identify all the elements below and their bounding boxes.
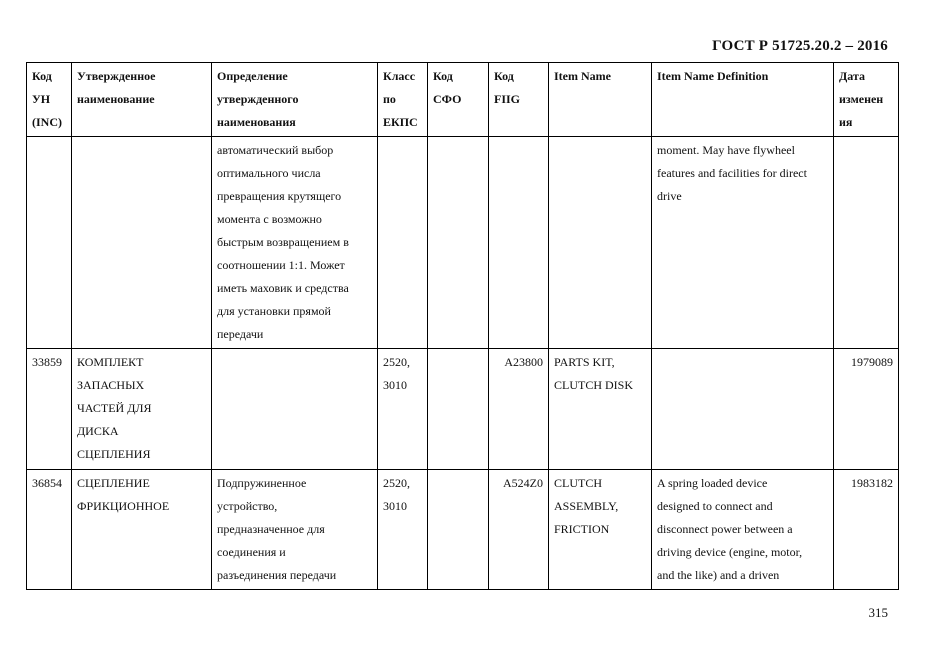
cell-class: 2520, 3010 bbox=[378, 470, 428, 590]
cell-fiig: A23800 bbox=[489, 349, 549, 470]
cell-sfo bbox=[428, 349, 489, 470]
page-number: 315 bbox=[868, 605, 888, 620]
header-inc: Код УН (INC) bbox=[27, 63, 72, 137]
cell-date: 1979089 bbox=[834, 349, 899, 470]
cell-approved-name bbox=[72, 137, 212, 349]
cell-date: 1983182 bbox=[834, 470, 899, 590]
cell-item-definition: moment. May have flywheel features and facilities for direct drive bbox=[652, 137, 834, 349]
header-sfo: Код СФО bbox=[428, 63, 489, 137]
header-definition: Определение утвержденного наименования bbox=[212, 63, 378, 137]
cell-approved-name: СЦЕПЛЕНИЕ ФРИКЦИОННОЕ bbox=[72, 470, 212, 590]
cell-sfo bbox=[428, 470, 489, 590]
cell-date bbox=[834, 137, 899, 349]
table-row bbox=[27, 137, 899, 349]
header-approved-name: Утвержденное наименование bbox=[72, 63, 212, 137]
cell-definition: Подпружиненное устройство, предназначенное для соединения и разъединения передачи bbox=[212, 470, 378, 590]
header-date: Дата изменен ия bbox=[834, 63, 899, 137]
cell-approved-name: КОМПЛЕКТ ЗАПАСНЫХ ЧАСТЕЙ ДЛЯ ДИСКА СЦЕПЛЕНИЯ bbox=[72, 349, 212, 470]
header-class: Класс по ЕКПС bbox=[378, 63, 428, 137]
cell-item-name: CLUTCH ASSEMBLY, FRICTION bbox=[549, 470, 652, 590]
header-item-definition: Item Name Definition bbox=[652, 63, 834, 137]
cell-inc: 36854 bbox=[27, 470, 72, 590]
cell-class: 2520, 3010 bbox=[378, 349, 428, 470]
document-standard-title: ГОСТ Р 51725.20.2 – 2016 bbox=[712, 38, 888, 54]
cell-item-name bbox=[549, 137, 652, 349]
cell-item-definition bbox=[652, 349, 834, 470]
cell-sfo bbox=[428, 137, 489, 349]
cell-inc bbox=[27, 137, 72, 349]
header-item-name: Item Name bbox=[549, 63, 652, 137]
catalog-table bbox=[26, 62, 899, 590]
table-header-row bbox=[27, 63, 899, 137]
cell-fiig bbox=[489, 137, 549, 349]
cell-fiig: A524Z0 bbox=[489, 470, 549, 590]
cell-class bbox=[378, 137, 428, 349]
table-row bbox=[27, 470, 899, 590]
cell-definition bbox=[212, 349, 378, 470]
cell-definition: автоматический выбор оптимального числа превращения крутящего момента с возможно быстрым возвращением в соотношении 1:1. Может иметь маховик и средства для установки прямой передачи bbox=[212, 137, 378, 349]
table-row bbox=[27, 349, 899, 470]
cell-inc: 33859 bbox=[27, 349, 72, 470]
cell-item-definition: A spring loaded device designed to connect and disconnect power between a driving device (engine, motor, and the like) and a driven bbox=[652, 470, 834, 590]
cell-item-name: PARTS KIT, CLUTCH DISK bbox=[549, 349, 652, 470]
header-fiig: Код FIIG bbox=[489, 63, 549, 137]
